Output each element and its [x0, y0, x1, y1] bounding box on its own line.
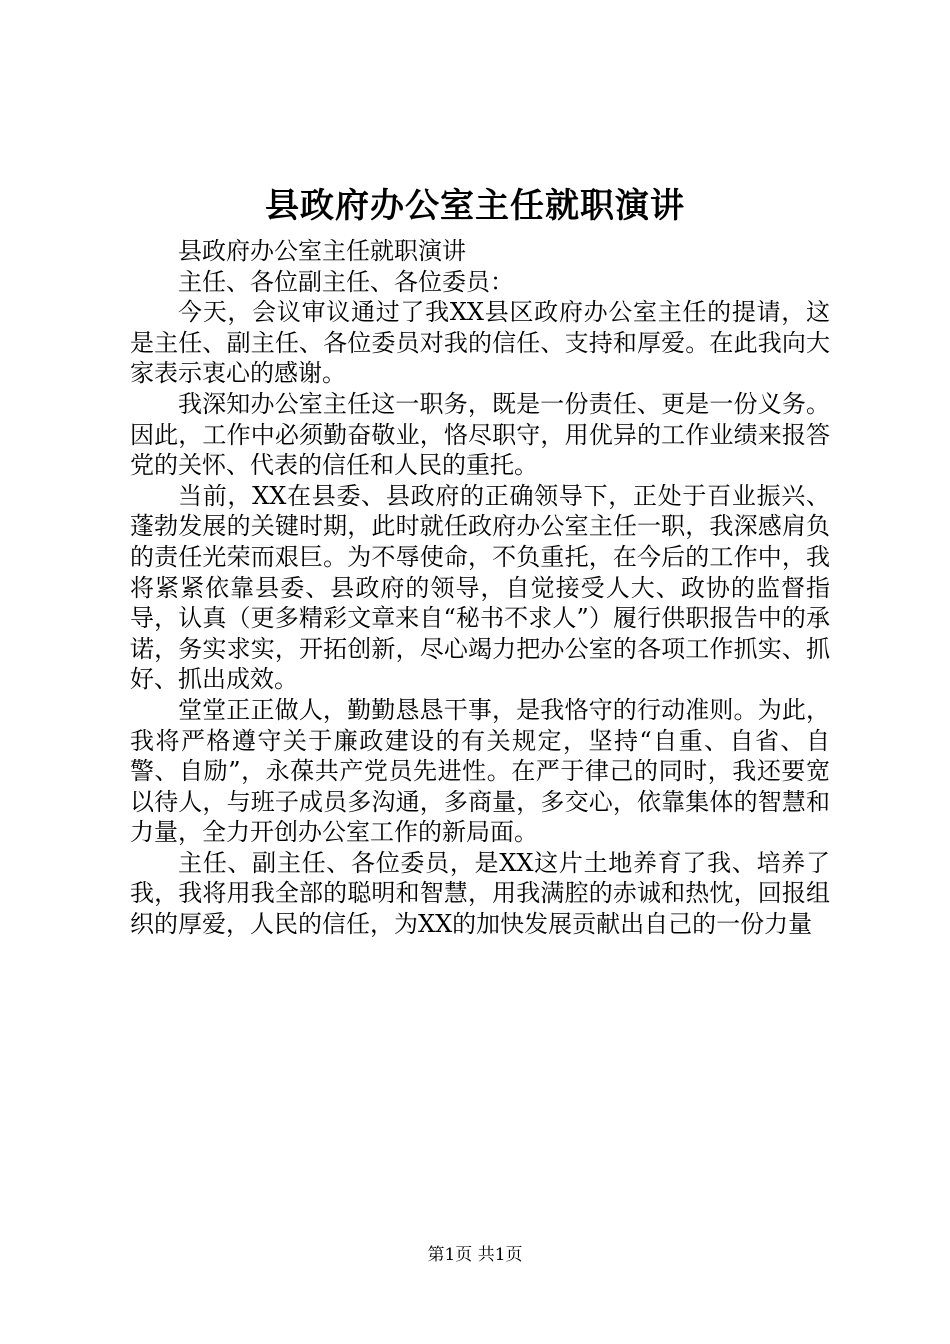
paragraph-salutation: 主任、各位副主任、各位委员： — [178, 267, 514, 296]
document-title: 县政府办公室主任就职演讲 — [265, 186, 685, 226]
paragraph: 今天，会议审议通过了我XX县区政府办公室主任的提请，这是主任、副主任、各位委员对我的信任、支持和厚爱。在此我向大家表示衷心的感谢。 — [130, 298, 830, 388]
document-body — [130, 236, 830, 940]
paragraph: 堂堂正正做人，勤勤恳恳干事，是我恪守的行动准则。为此，我将严格遵守关于廉政建设的有关规定，坚持“自重、自省、自警、自励”，永葆共产党员先进性。在严于律己的同时，我还要宽以待人，与班子成员多沟通，多商量，多交心，依靠集体的智慧和力量，全力开创办公室工作的新局面。 — [130, 695, 830, 847]
paragraph: 当前，XX在县委、县政府的正确领导下，正处于百业振兴、蓬勃发展的关键时期，此时就任政府办公室主任一职，我深感肩负的责任光荣而艰巨。为不辱使命，不负重托，在今后的工作中，我将紧紧依靠县委、县政府的领导，自觉接受人大、政协的监督指导，认真（更多精彩文章来自“秘书不求人”）履行供职报告中的承诺，务实求实，开拓创新，尽心竭力把办公室的各项工作抓实、抓好、抓出成效。 — [130, 481, 830, 694]
paragraph-subtitle: 县政府办公室主任就职演讲 — [178, 237, 466, 265]
paragraph: 主任、副主任、各位委员，是XX这片土地养育了我、培养了我，我将用我全部的聪明和智慧，用我满腔的赤诚和热忱，回报组织的厚爱，人民的信任，为XX的加快发展贡献出自己的一份力量 — [130, 848, 830, 939]
paragraph: 我深知办公室主任这一职务，既是一份责任、更是一份义务。因此，工作中必须勤奋敬业，恪尽职守，用优异的工作业绩来报答党的关怀、代表的信任和人民的重托。 — [130, 389, 830, 480]
page-number-footer: 第1页 共1页 — [427, 1245, 523, 1265]
